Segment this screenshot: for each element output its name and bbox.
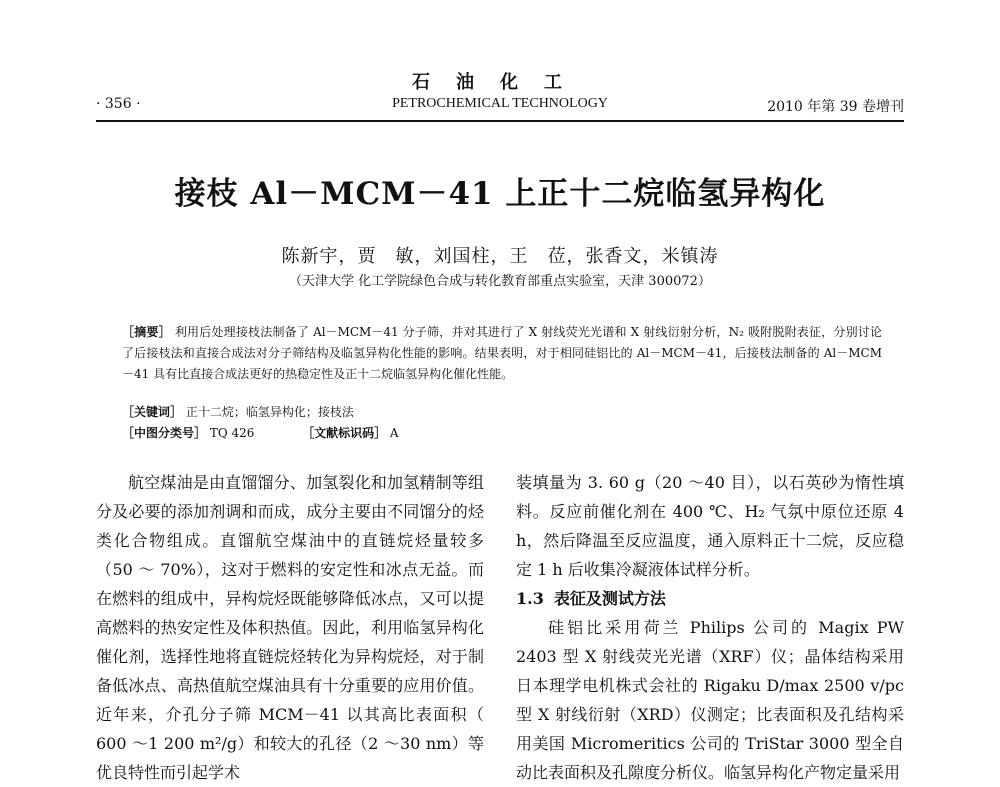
classification (122, 424, 399, 441)
abstract (122, 322, 882, 385)
clc-label: ［中图分类号］ (122, 426, 207, 440)
affiliation: （天津大学 化工学院绿色合成与转化教育部重点实验室，天津 300072） (289, 274, 711, 289)
page-number: · 356 · (96, 96, 141, 112)
header-rule (96, 120, 904, 122)
doc-code-label: ［文献标识码］ (302, 426, 387, 440)
section-title: 表征及测试方法 (553, 589, 666, 608)
journal-name-en: PETROCHEMICAL TECHNOLOGY (392, 96, 608, 111)
keywords-text: 正十二烷；临氢异构化；接枝法 (185, 405, 354, 419)
body-paragraph: 航空煤油是由直馏馏分、加氢裂化和加氢精制等组分及必要的添加剂调和而成，成分主要由不同馏分的烃类化合物组成。直馏航空煤油中的直链烷烃量较多（50 ～ 70%），这对于燃料的安定性和冰点无益。而在燃料的组成中，异构烷烃既能够降低冰点，又可以提高燃料的热安定性及体积热值。因此，利用临氢异构化催化剂，选择性地将直链烷烃转化为异构烷烃，对于制备低冰点、高热值航空煤油具有十分重要的应用价值。近年来，介孔分子筛 MCM－41 以其高比表面积（ 600 ～1 200 m²/g）和较大的孔径（2 ～30 nm）等优良特性而引起学术 (96, 473, 484, 782)
abstract-text: 利用后处理接枝法制备了 Al－MCM－41 分子筛，并对其进行了 X 射线荧光光谱和 X 射线衍射分析，N₂ 吸附脱附表征，分别讨论了后接枝法和直接合成法对分子筛结构及临氢异构化性能的影响。结果表明，对于相同硅铝比的 Al－MCM－41，后接枝法制备的 Al－MCM－41 具有比直接合成法更好的热稳定性及正十二烷临氢异构化催化性能。 (122, 325, 882, 381)
keywords (122, 403, 354, 420)
body-paragraph: 硅铝比采用荷兰 Philips 公司的 Magix PW 2403 型 X 射线荧光光谱（XRF）仪；晶体结构采用日本理学电机株式会社的 Rigaku D/max 2500 v/pc 型 X 射线衍射（XRD）仪测定；比表面积及孔结构采用美国 Micromeritics 公司的 TriStar 3000 型全自动比表面积及孔隙度分析仪。临氢异构化产物定量采用 (516, 618, 904, 782)
clc-value: TQ 426 (209, 426, 255, 440)
body-left-column (96, 468, 484, 787)
running-header (96, 96, 904, 118)
abstract-label: ［摘要］ (122, 325, 171, 339)
doc-code-value: A (389, 426, 399, 440)
body-right-column (516, 468, 904, 787)
paper-title: 接枝 Al－MCM－41 上正十二烷临氢异构化 (174, 176, 826, 212)
section-number: 1.3 (516, 589, 544, 608)
journal-name-cn: 石油化工 (412, 72, 588, 93)
author-list: 陈新宇，贾 敏，刘国柱，王 莅，张香文，米镇涛 (281, 246, 719, 267)
section-heading (516, 584, 904, 613)
keywords-label: ［关键词］ (122, 405, 183, 419)
body-paragraph-continued: 装填量为 3. 60 g（20 ～40 目），以石英砂为惰性填料。反应前催化剂在 400 ℃、H₂ 气氛中原位还原 4 h，然后降温至反应温度，通入原料正十二烷，反应稳定 1 h 后收集冷凝液体试样分析。 (516, 473, 904, 579)
issue-info: 2010 年第 39 卷增刊 (767, 99, 904, 115)
